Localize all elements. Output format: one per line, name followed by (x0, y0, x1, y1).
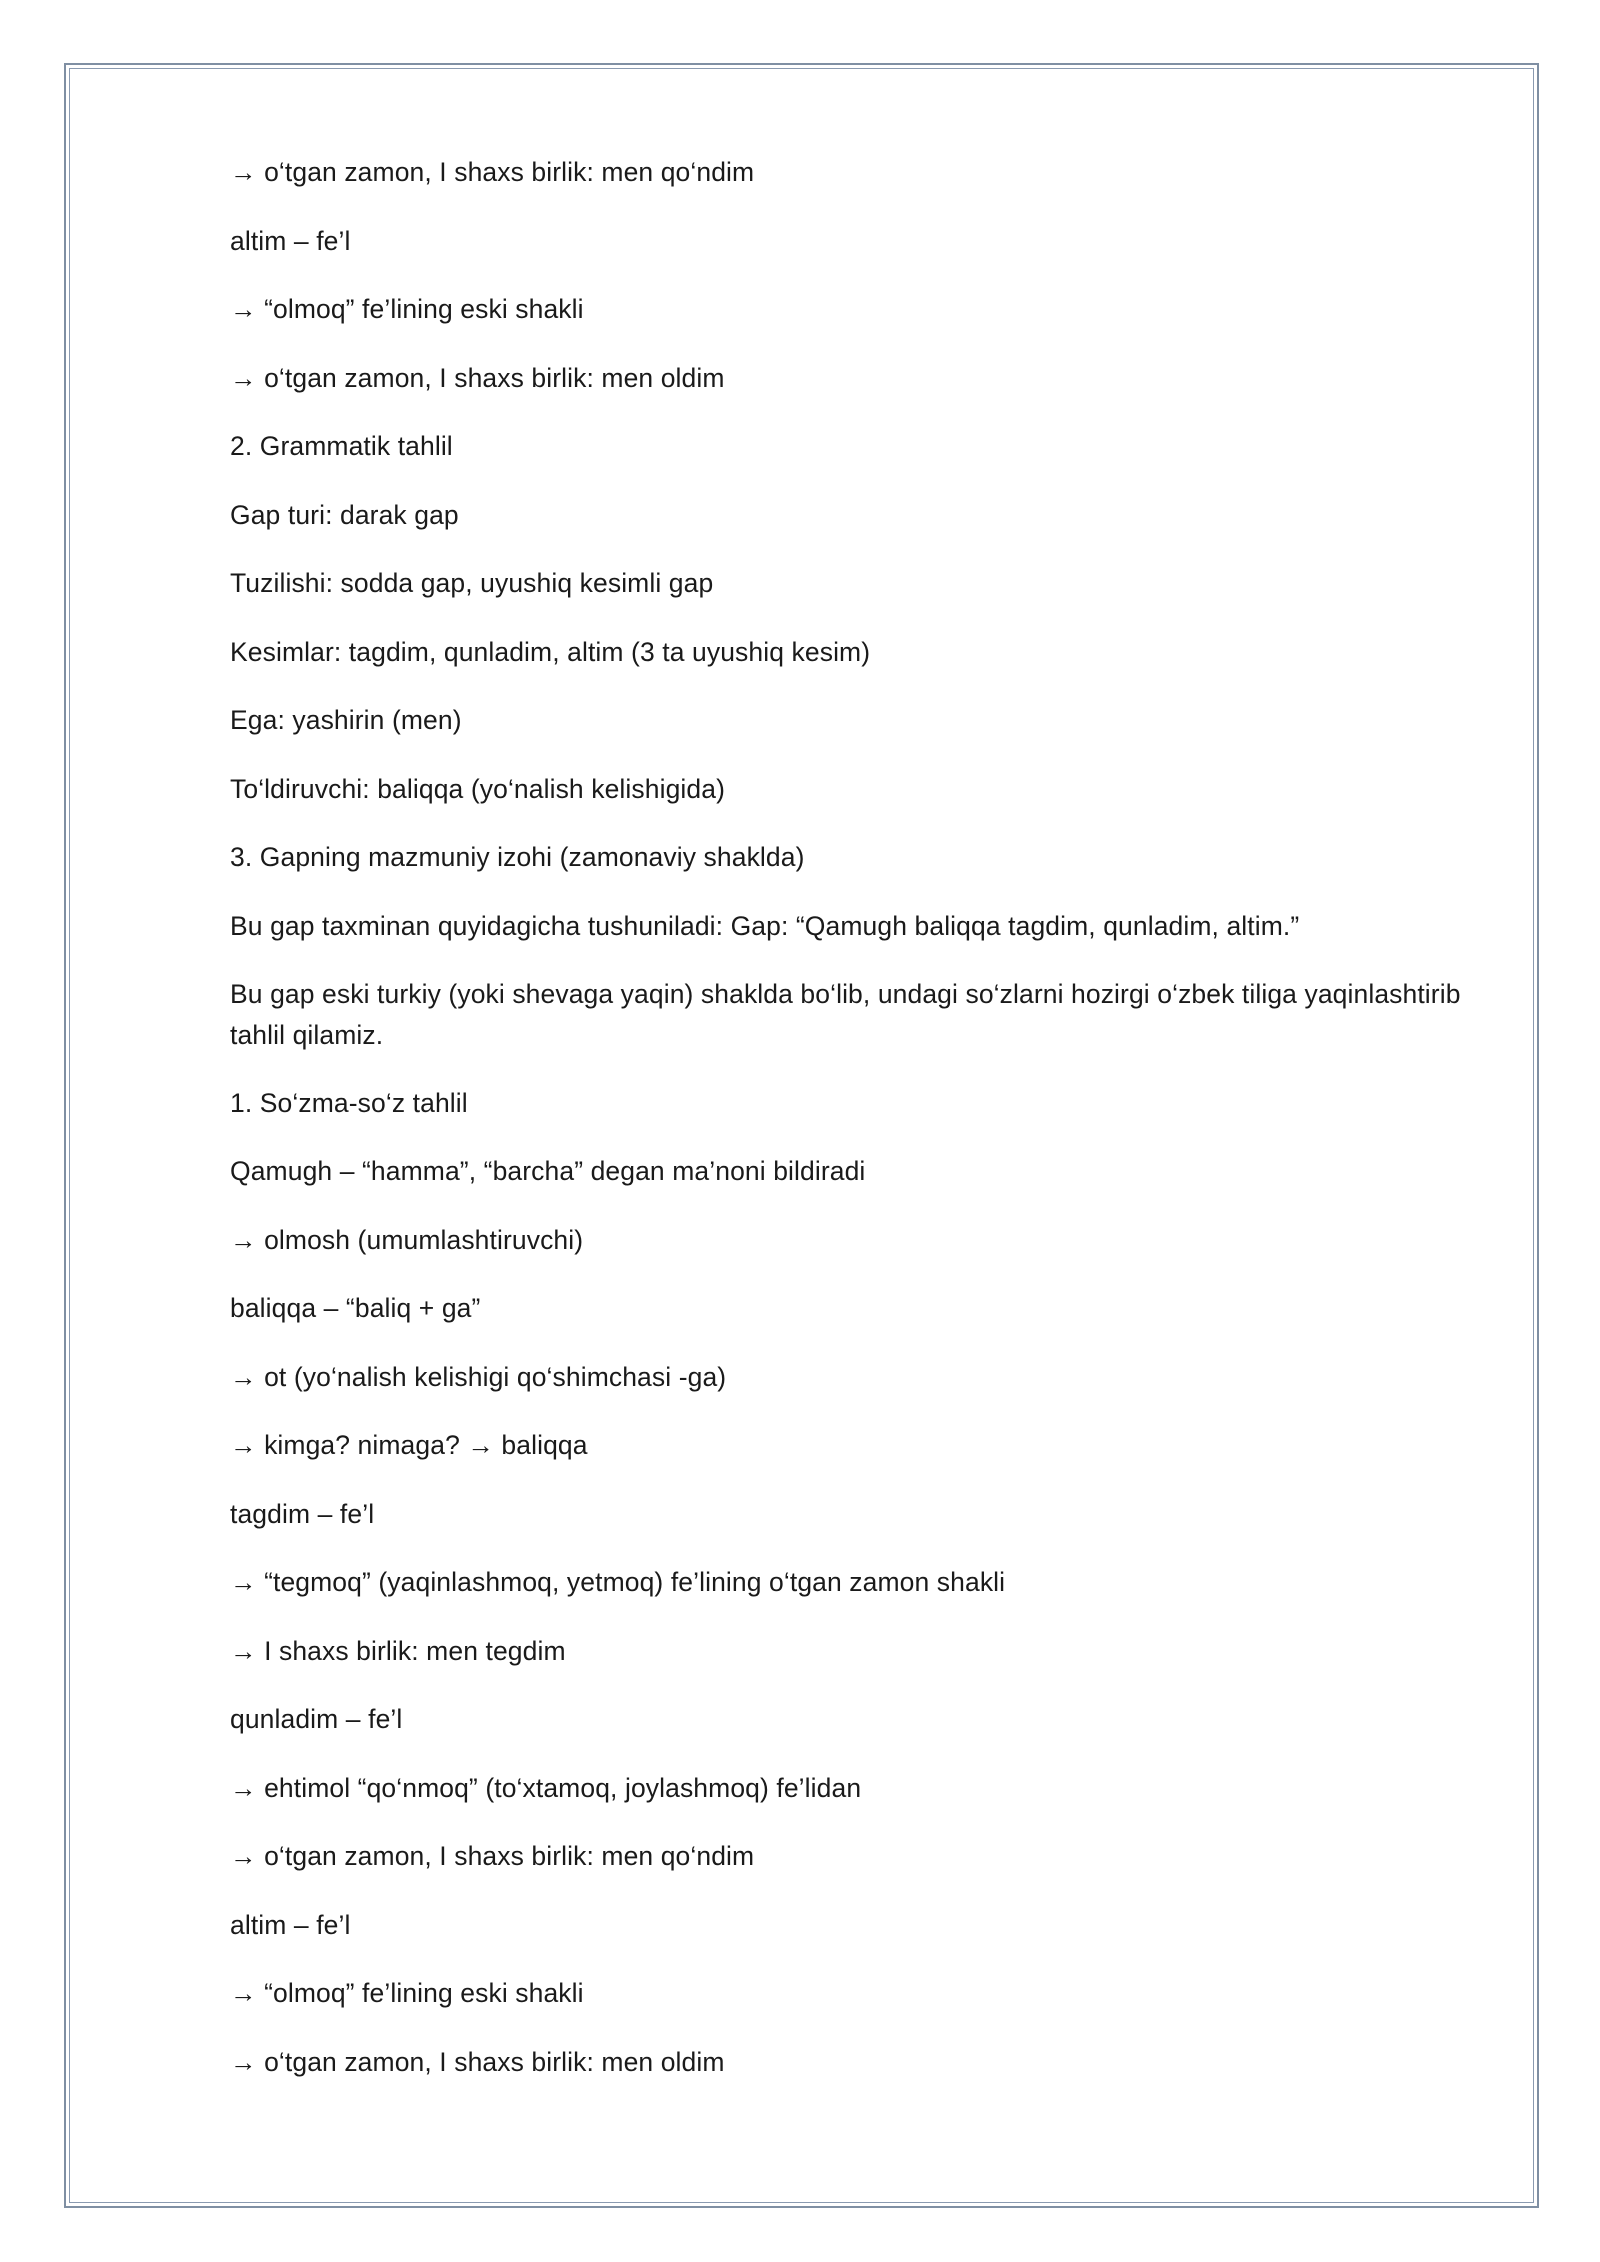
text-line: Tuzilishi: sodda gap, uyushiq kesimli gap (230, 568, 714, 598)
section-heading: 2. Grammatik tahlil (230, 431, 453, 461)
text-line: Bu gap taxminan quyidagicha tushuniladi: Gap: “Qamugh baliqqa tagdim, qunladim, altim.” (230, 911, 1300, 941)
text-line: Ega: yashirin (men) (230, 705, 462, 735)
text-line: → ehtimol “qo‘nmoq” (to‘xtamoq, joylashmoq) fe’lidan (230, 1773, 862, 1803)
text-line: To‘ldiruvchi: baliqqa (yo‘nalish kelishigida) (230, 774, 725, 804)
text-line: altim – fe’l (230, 1910, 351, 1940)
text-line: Qamugh – “hamma”, “barcha” degan ma’noni bildiradi (230, 1156, 866, 1186)
text-line: → o‘tgan zamon, I shaxs birlik: men qo‘ndim (230, 1841, 755, 1871)
text-line: → olmosh (umumlashtiruvchi) (230, 1225, 584, 1255)
text-line: Gap turi: darak gap (230, 500, 459, 530)
text-line: → o‘tgan zamon, I shaxs birlik: men oldim (230, 363, 725, 393)
text-line: → o‘tgan zamon, I shaxs birlik: men oldim (230, 2047, 725, 2077)
text-line: → I shaxs birlik: men tegdim (230, 1636, 566, 1666)
text-line: → kimga? nimaga? → baliqqa (230, 1430, 588, 1460)
text-line: Kesimlar: tagdim, qunladim, altim (3 ta uyushiq kesim) (230, 637, 871, 667)
text-line: qunladim – fe’l (230, 1704, 403, 1734)
section-heading: 1. So‘zma-so‘z tahlil (230, 1088, 468, 1118)
text-line: → “olmoq” fe’lining eski shakli (230, 294, 584, 324)
paragraph: Bu gap eski turkiy (yoki shevaga yaqin) shaklda bo‘lib, undagi so‘zlarni hozirgi o‘zbek tiliga yaqinlashtirib tahlil qilamiz. (230, 979, 1461, 1050)
text-line: tagdim – fe’l (230, 1499, 375, 1529)
text-line: → “tegmoq” (yaqinlashmoq, yetmoq) fe’lining o‘tgan zamon shakli (230, 1567, 1006, 1597)
text-line: → ot (yo‘nalish kelishigi qo‘shimchasi -ga) (230, 1362, 727, 1392)
section-heading: 3. Gapning mazmuniy izohi (zamonaviy shaklda) (230, 842, 805, 872)
text-line: → o‘tgan zamon, I shaxs birlik: men qo‘ndim (230, 157, 755, 187)
text-line: baliqqa – “baliq + ga” (230, 1293, 481, 1323)
text-line: altim – fe’l (230, 226, 351, 256)
text-line: → “olmoq” fe’lining eski shakli (230, 1978, 584, 2008)
